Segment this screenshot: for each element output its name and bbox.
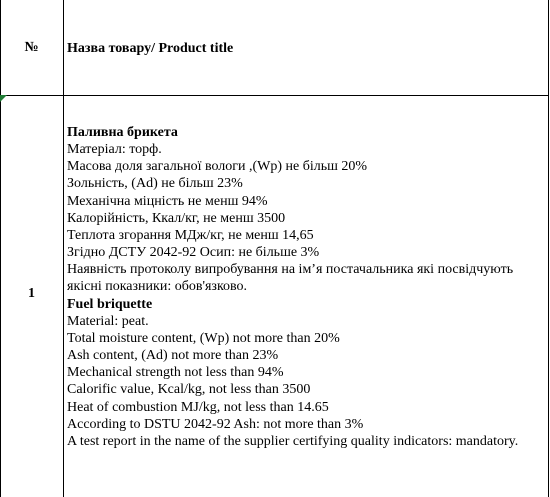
en-spec-line: According to DSTU 2042-92 Ash: not more than 3% [67, 416, 364, 432]
en-spec-line: Total moisture content, (Wp) not more than 20% [67, 330, 340, 346]
en-product-title: Fuel briquette [67, 296, 153, 312]
table-column-divider [63, 0, 64, 497]
uk-spec-line: Масова доля загальної вологи ,(Wp) не більш 20% [67, 159, 368, 175]
product-description [67, 124, 547, 450]
en-spec-line: Heat of combustion MJ/kg, not less than 14.65 [67, 399, 329, 415]
en-spec-line: Mechanical strength not less than 94% [67, 365, 284, 381]
uk-spec-line: Зольність, (Ad) не більш 23% [67, 176, 243, 192]
uk-product-title: Паливна брикета [67, 125, 178, 140]
table-border-left [0, 0, 1, 497]
uk-spec-line: Механічна міцність не менш 94% [67, 193, 268, 209]
uk-spec-line: Згідно ДСТУ 2042-92 Осип: не більше 3% [67, 245, 320, 261]
table-row-divider [0, 95, 549, 96]
uk-spec-line: Матеріал: торф. [67, 142, 162, 158]
table-border-right [548, 0, 549, 497]
en-spec-line: Material: peat. [67, 313, 149, 329]
uk-spec-line: Теплота згорання МДж/кг, не менш 14,65 [67, 227, 314, 243]
en-spec-line: Ash content, (Ad) not more than 23% [67, 348, 279, 364]
header-number-label: № [24, 40, 39, 55]
uk-spec-line: Калорійність, Ккал/кг, не менш 3500 [67, 210, 286, 226]
uk-spec-line: Наявність протоколу випробування на ім’я постачальника які посвідчують якісні показники: обов'язково. [67, 262, 514, 295]
header-title-label: Назва товару/ Product title [67, 41, 234, 56]
row-number: 1 [28, 286, 35, 301]
cell-comment-marker [0, 95, 7, 102]
en-spec-line: Calorific value, Kcal/kg, not less than 3500 [67, 382, 311, 398]
en-spec-line: A test report in the name of the supplier certifying quality indicators: mandatory. [67, 433, 519, 449]
